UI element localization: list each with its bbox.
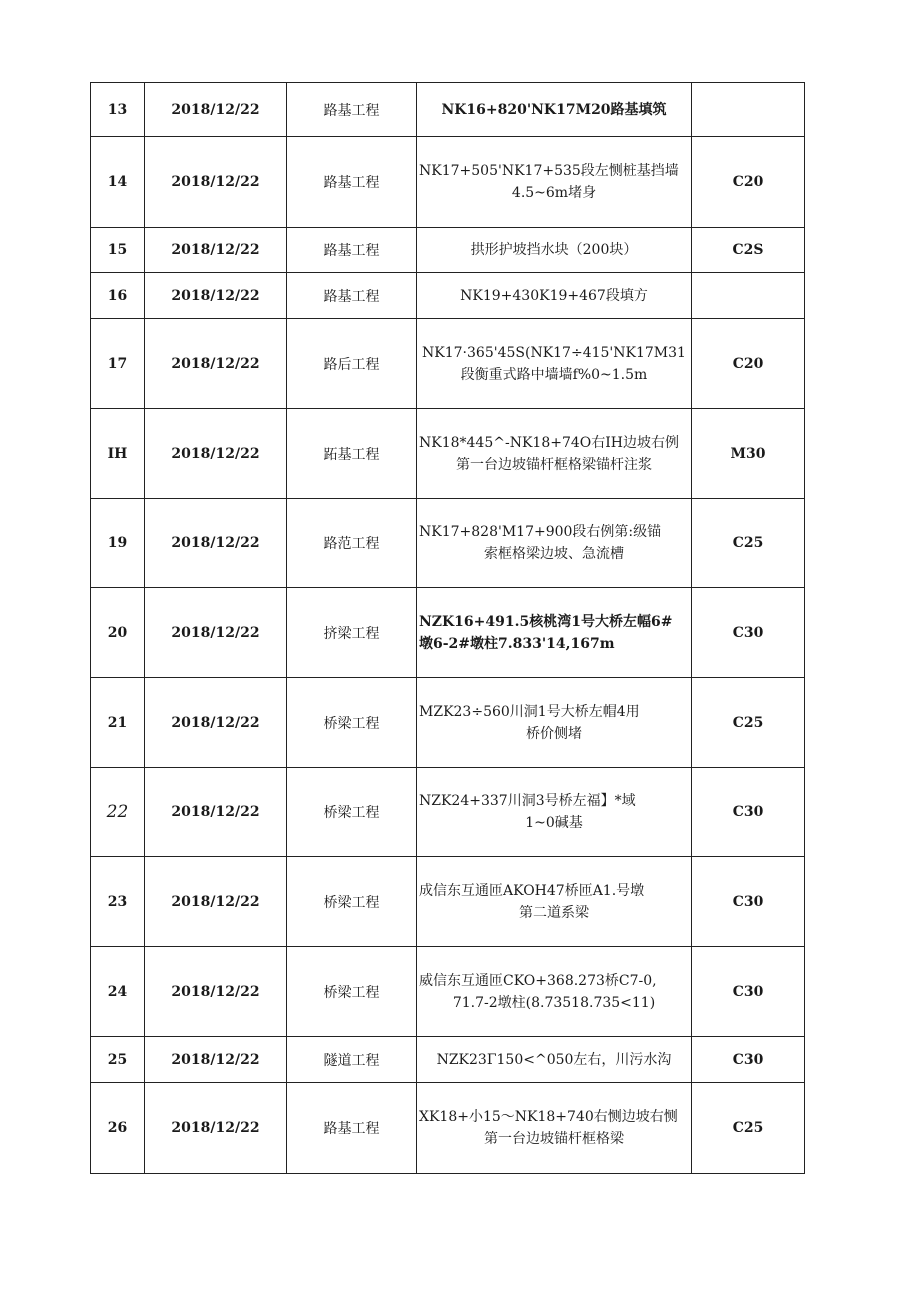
content-line: NK18*445^-NK18+74O右IH边坡右例: [419, 434, 679, 451]
row-number: 23: [91, 857, 145, 947]
row-content: [417, 857, 692, 947]
row-content: [417, 1037, 692, 1083]
row-content: [417, 499, 692, 588]
row-date: 2018/12/22: [145, 409, 287, 499]
row-content: [417, 273, 692, 319]
content-line: 第一台边坡锚杆框格梁: [484, 1131, 624, 1147]
table-row: [91, 499, 805, 588]
row-number: 17: [91, 319, 145, 409]
row-number: 24: [91, 947, 145, 1037]
content-line: 第二道系梁: [519, 904, 589, 921]
row-category: 桥梁工程: [287, 947, 417, 1037]
row-grade: M30: [692, 409, 805, 499]
content-line: NK17·365'45S(NK17÷415'NK17M31: [422, 344, 686, 361]
content-line: 桥价侧堵: [526, 725, 582, 742]
row-date: 2018/12/22: [145, 768, 287, 857]
row-number: 16: [91, 273, 145, 319]
table-row: [91, 947, 805, 1037]
row-grade: C25: [692, 499, 805, 588]
row-content: [417, 768, 692, 857]
row-number: 22: [91, 768, 145, 857]
row-grade: C30: [692, 1037, 805, 1083]
row-content: [417, 83, 692, 137]
content-line: 威信东互通匝CKO+368.273桥C7-0,: [419, 972, 657, 989]
row-category: 桥梁工程: [287, 768, 417, 857]
row-number: 20: [91, 588, 145, 678]
row-number: 14: [91, 137, 145, 228]
row-date: 2018/12/22: [145, 1037, 287, 1083]
row-content: [417, 409, 692, 499]
table-row: [91, 1037, 805, 1083]
content-line: 段衡重式路中墙墙f%0~1.5m: [460, 366, 648, 383]
row-content: [417, 588, 692, 678]
row-content: [417, 1083, 692, 1174]
row-grade: C20: [692, 137, 805, 228]
row-category: 路后工程: [287, 319, 417, 409]
row-date: 2018/12/22: [145, 857, 287, 947]
row-grade: C30: [692, 947, 805, 1037]
content-line: MZK23÷560川洞1号大桥左帽4用: [419, 703, 640, 720]
row-grade: C2S: [692, 228, 805, 273]
row-grade: [692, 83, 805, 137]
row-date: 2018/12/22: [145, 273, 287, 319]
row-category: 路范工程: [287, 499, 417, 588]
row-date: 2018/12/22: [145, 588, 287, 678]
records-table: [90, 82, 805, 1174]
content-line: 墩6-2#墩柱7.833'14,167m: [419, 635, 615, 652]
content-line: 索框格梁边坡、急流槽: [484, 546, 624, 562]
row-grade: C30: [692, 588, 805, 678]
row-date: 2018/12/22: [145, 678, 287, 768]
content-line: 4.5~6m堵身: [511, 185, 597, 201]
table-row: [91, 137, 805, 228]
row-grade: C30: [692, 857, 805, 947]
row-number: 19: [91, 499, 145, 588]
row-grade: C20: [692, 319, 805, 409]
row-category: 挤梁工程: [287, 588, 417, 678]
table-row: [91, 83, 805, 137]
row-number: 26: [91, 1083, 145, 1174]
row-content: [417, 947, 692, 1037]
content-line: NK16+820'NK17M20路基填筑: [441, 101, 667, 118]
table-row: [91, 588, 805, 678]
row-category: 桥梁工程: [287, 857, 417, 947]
row-number: 13: [91, 83, 145, 137]
table-row: [91, 228, 805, 273]
row-category: 路基工程: [287, 1083, 417, 1174]
table-row: [91, 678, 805, 768]
row-category: 路基工程: [287, 137, 417, 228]
row-date: 2018/12/22: [145, 1083, 287, 1174]
row-category: 跖基工程: [287, 409, 417, 499]
content-line: 1~0碱基: [525, 815, 583, 831]
row-category: 路基工程: [287, 228, 417, 273]
row-category: 路基工程: [287, 83, 417, 137]
row-category: 桥梁工程: [287, 678, 417, 768]
content-line: 71.7-2墩柱(8.73518.735<11): [452, 994, 656, 1011]
table-row: [91, 409, 805, 499]
row-date: 2018/12/22: [145, 947, 287, 1037]
row-grade: C25: [692, 1083, 805, 1174]
content-line: XK18+小15～NK18+740右恻边坡右恻: [419, 1109, 678, 1125]
row-content: [417, 137, 692, 228]
row-grade: C25: [692, 678, 805, 768]
row-content: [417, 228, 692, 273]
row-number: IH: [91, 409, 145, 499]
row-number: 15: [91, 228, 145, 273]
row-number: 25: [91, 1037, 145, 1083]
row-category: 路基工程: [287, 273, 417, 319]
table-row: [91, 857, 805, 947]
row-grade: [692, 273, 805, 319]
table-row: [91, 319, 805, 409]
row-number: 21: [91, 678, 145, 768]
content-line: NZK24+337川洞3号桥左福】*域: [419, 793, 636, 809]
row-date: 2018/12/22: [145, 319, 287, 409]
row-content: [417, 678, 692, 768]
content-line: 成信东互通匝AKOH47桥匝A1.号墩: [419, 882, 645, 899]
row-category: 隧道工程: [287, 1037, 417, 1083]
content-line: NK17+828'M17+900段右例第:级锚: [419, 524, 662, 540]
content-line: 第一台边坡锚杆框格梁锚杆注浆: [456, 456, 652, 473]
table-row: [91, 768, 805, 857]
row-grade: C30: [692, 768, 805, 857]
row-date: 2018/12/22: [145, 83, 287, 137]
row-date: 2018/12/22: [145, 499, 287, 588]
content-line: 拱形护坡挡水块（200块）: [470, 242, 638, 258]
row-date: 2018/12/22: [145, 228, 287, 273]
table-row: [91, 1083, 805, 1174]
row-date: 2018/12/22: [145, 137, 287, 228]
table-row: [91, 273, 805, 319]
row-content: [417, 319, 692, 409]
content-line: NZK23Γ150<^050左右，川污水沟: [436, 1051, 672, 1068]
content-line: NK17+505'NK17+535段左恻桩基挡墙: [419, 163, 679, 179]
content-line: NK19+430K19+467段填方: [460, 287, 648, 304]
content-line: NZK16+491.5核桃湾1号大桥左幅6#: [419, 613, 673, 630]
